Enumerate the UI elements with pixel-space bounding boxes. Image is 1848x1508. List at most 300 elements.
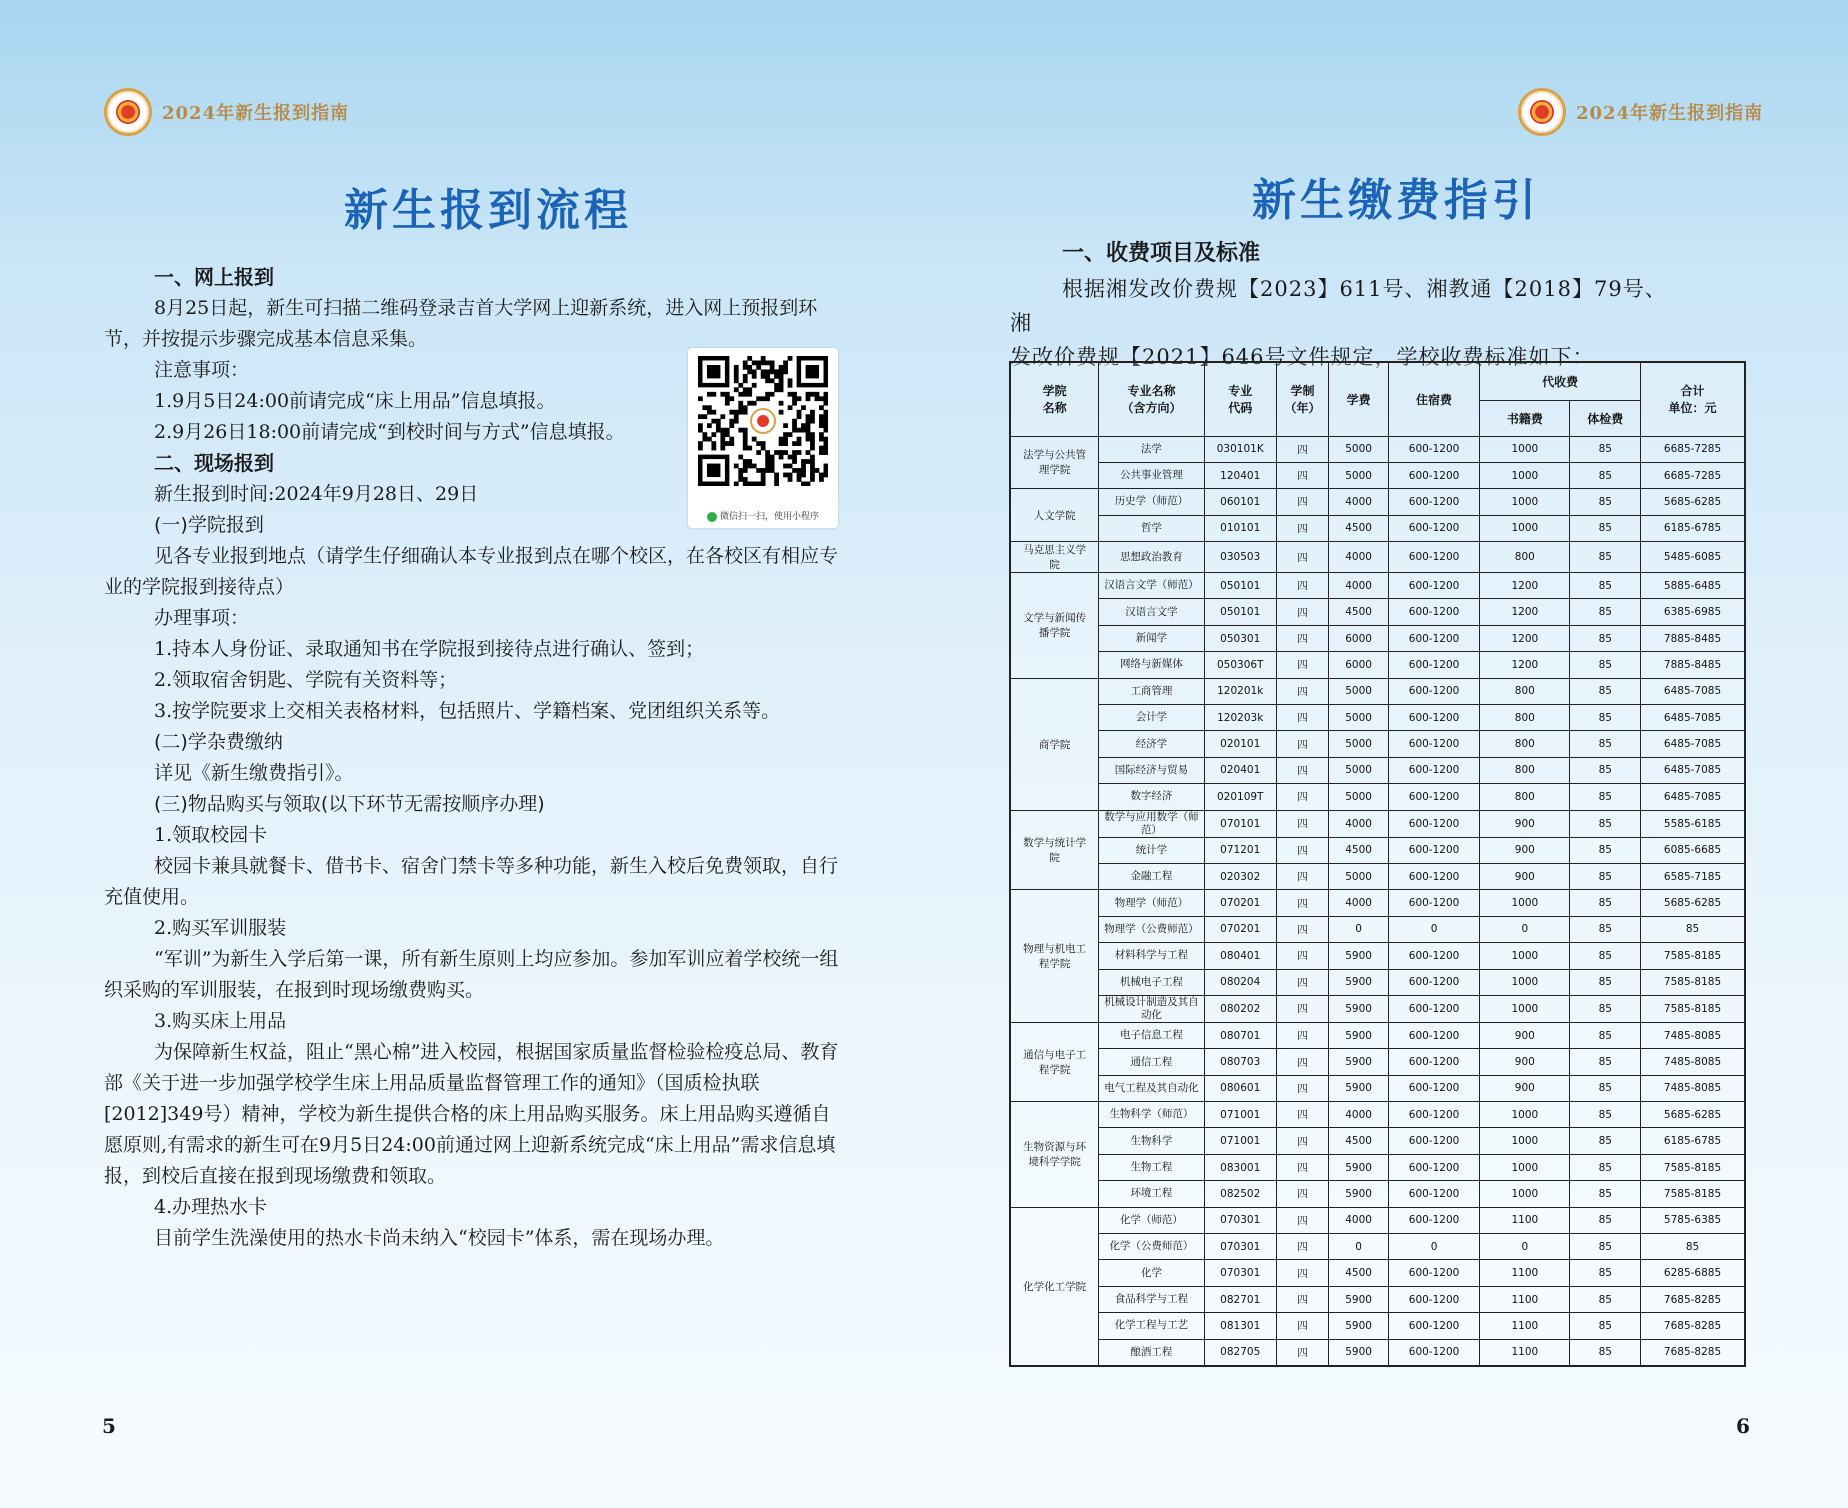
table-row [1010,1128,1745,1154]
table-cell: 050301 [1204,625,1276,651]
table-cell: 060101 [1204,489,1276,515]
page-header [1518,88,1763,136]
table-cell: 900 [1480,1049,1570,1075]
table-cell: 四 [1276,1154,1328,1180]
table-cell: 四 [1276,1128,1328,1154]
header-title: 2024年新生报到指南 [1576,103,1764,124]
table-cell: 四 [1276,810,1328,837]
qr-code-image [698,356,828,486]
paragraph: 新生报到时间:2024年9月28日、29日 [154,483,479,505]
header-tuition: 学费 [1329,362,1389,436]
table-cell: 5000 [1329,784,1389,810]
table-cell: 通信工程 [1099,1049,1204,1075]
table-cell: 5000 [1329,731,1389,757]
table-cell: 600-1200 [1388,1128,1479,1154]
table-cell: 600-1200 [1388,1022,1479,1048]
table-cell: 工商管理 [1099,678,1204,704]
table-cell: 800 [1480,705,1570,731]
table-cell: 数字经济 [1099,784,1204,810]
table-cell: 四 [1276,1022,1328,1048]
table-cell: 1000 [1480,1181,1570,1207]
table-cell: 生物科学 [1099,1128,1204,1154]
table-cell: 7485-8085 [1641,1075,1745,1101]
table-cell: 7685-8285 [1641,1339,1745,1365]
table-row [1010,625,1745,651]
table-row [1010,1234,1745,1260]
table-cell: 1000 [1480,943,1570,969]
table-cell: 0 [1480,916,1570,942]
table-cell: 900 [1480,1075,1570,1101]
table-row [1010,599,1745,625]
table-cell: 85 [1570,436,1641,462]
table-cell: 四 [1276,1313,1328,1339]
table-cell: 电气工程及其自动化 [1099,1075,1204,1101]
table-cell: 600-1200 [1388,705,1479,731]
table-row [1010,863,1745,889]
table-cell: 070201 [1204,916,1276,942]
table-row [1010,837,1745,863]
table-cell: 85 [1570,1181,1641,1207]
table-cell: 5000 [1329,436,1389,462]
university-logo [1518,88,1566,136]
college-cell: 化学化工学院 [1010,1207,1099,1365]
header-dorm: 住宿费 [1388,362,1479,436]
table-cell: 5000 [1329,678,1389,704]
table-row [1010,916,1745,942]
table-cell: 070301 [1204,1260,1276,1286]
table-cell: 数学与应用数学（师范） [1099,810,1204,837]
table-cell: 1100 [1480,1207,1570,1233]
table-cell: 600-1200 [1388,1102,1479,1128]
table-cell: 85 [1570,784,1641,810]
table-cell: 600-1200 [1388,837,1479,863]
table-cell: 020101 [1204,731,1276,757]
table-cell: 082705 [1204,1339,1276,1365]
table-cell: 85 [1570,652,1641,678]
table-cell: 7885-8485 [1641,625,1745,651]
table-cell: 071001 [1204,1128,1276,1154]
table-cell: 600-1200 [1388,1075,1479,1101]
table-cell: 600-1200 [1388,943,1479,969]
table-row [1010,1207,1745,1233]
table-cell: 7485-8085 [1641,1022,1745,1048]
table-cell: 900 [1480,810,1570,837]
table-cell: 85 [1570,890,1641,916]
table-cell: 5900 [1329,1075,1389,1101]
table-cell: 5785-6385 [1641,1207,1745,1233]
table-cell: 化学（公费师范） [1099,1234,1204,1260]
table-row [1010,890,1745,916]
subsection-heading: (三)物品购买与领取(以下环节无需按顺序办理) [154,793,545,815]
table-cell: 物理学（公费师范） [1099,916,1204,942]
table-cell: 6585-7185 [1641,863,1745,889]
table-cell: 5000 [1329,462,1389,488]
college-cell: 法学与公共管理学院 [1010,436,1099,489]
intro-line: 发改价费规【2021】646号文件规定，学校收费标准如下： [1010,345,1595,369]
table-cell: 600-1200 [1388,810,1479,837]
table-cell: 85 [1570,462,1641,488]
table-cell: 6485-7085 [1641,731,1745,757]
table-cell: 四 [1276,837,1328,863]
table-cell: 5900 [1329,995,1389,1022]
table-cell: 600-1200 [1388,1260,1479,1286]
table-cell: 5900 [1329,1022,1389,1048]
table-cell: 1000 [1480,1154,1570,1180]
table-cell: 1100 [1480,1286,1570,1312]
table-cell: 四 [1276,1049,1328,1075]
table-cell: 6285-6885 [1641,1260,1745,1286]
fee-table [1009,361,1746,1367]
table-cell: 080601 [1204,1075,1276,1101]
table-cell: 四 [1276,969,1328,995]
table-row [1010,1049,1745,1075]
table-cell: 5000 [1329,863,1389,889]
table-cell: 600-1200 [1388,784,1479,810]
table-cell: 经济学 [1099,731,1204,757]
table-cell: 7585-8185 [1641,969,1745,995]
table-cell: 85 [1570,705,1641,731]
table-cell: 1000 [1480,462,1570,488]
table-cell: 070301 [1204,1207,1276,1233]
table-cell: 85 [1570,1102,1641,1128]
table-cell: 4500 [1329,599,1389,625]
paragraph: 目前学生洗澡使用的热水卡尚未纳入“校园卡”体系，需在现场办理。 [154,1227,725,1249]
table-cell: 071201 [1204,837,1276,863]
table-cell: 120203k [1204,705,1276,731]
table-cell: 国际经济与贸易 [1099,757,1204,783]
table-cell: 四 [1276,1234,1328,1260]
college-cell: 生物资源与环境科学学院 [1010,1102,1099,1208]
table-cell: 1200 [1480,652,1570,678]
table-cell: 800 [1480,731,1570,757]
page-number: 6 [1736,1414,1750,1438]
table-row [1010,1260,1745,1286]
intro-line: 根据湘发改价费规【2023】611号、湘教通【2018】79号、湘 [1010,277,1667,335]
table-cell: 5000 [1329,757,1389,783]
table-cell: 四 [1276,462,1328,488]
table-row [1010,436,1745,462]
table-cell: 600-1200 [1388,1286,1479,1312]
table-cell: 四 [1276,1339,1328,1365]
subsection-heading: (一)学院报到 [154,514,264,536]
table-cell: 6485-7085 [1641,784,1745,810]
table-cell: 070201 [1204,890,1276,916]
table-cell: 4000 [1329,573,1389,599]
table-cell: 4500 [1329,1128,1389,1154]
paragraph: 办理事项： [154,607,250,629]
table-cell: 四 [1276,542,1328,573]
header-exam: 体检费 [1570,400,1641,436]
table-cell: 050101 [1204,599,1276,625]
table-cell: 四 [1276,995,1328,1022]
paragraph: 3.按学院要求上交相关表格材料，包括照片、学籍档案、党团组织关系等。 [154,700,781,722]
table-cell: 1000 [1480,1102,1570,1128]
table-cell: 600-1200 [1388,1313,1479,1339]
paragraph: 2.9月26日18:00前请完成“到校时间与方式”信息填报。 [154,421,625,443]
table-row [1010,969,1745,995]
table-cell: 4000 [1329,542,1389,573]
table-cell: 6185-6785 [1641,1128,1745,1154]
table-cell: 85 [1570,1207,1641,1233]
table-cell: 电子信息工程 [1099,1022,1204,1048]
table-cell: 机械电子工程 [1099,969,1204,995]
header-agent: 代收费 [1480,362,1641,400]
table-cell: 050101 [1204,573,1276,599]
table-cell: 070301 [1204,1234,1276,1260]
table-cell: 080401 [1204,943,1276,969]
table-cell: 900 [1480,863,1570,889]
college-cell: 人文学院 [1010,489,1099,542]
table-cell: 85 [1570,1260,1641,1286]
table-cell: 1100 [1480,1339,1570,1365]
table-cell: 6000 [1329,652,1389,678]
paragraph: 1.持本人身份证、录取通知书在学院报到接待点进行确认、签到； [154,638,705,660]
table-cell: 哲学 [1099,515,1204,541]
table-cell: 1200 [1480,573,1570,599]
subsection-heading: (二)学杂费缴纳 [154,731,283,753]
table-cell: 600-1200 [1388,1049,1479,1075]
college-cell: 数学与统计学院 [1010,810,1099,890]
paragraph: 8月25日起，新生可扫描二维码登录吉首大学网上迎新系统，进入网上预报到环节，并按提示步骤完成基本信息采集。 [104,297,818,350]
table-cell: 4000 [1329,489,1389,515]
table-cell: 7585-8185 [1641,943,1745,969]
table-cell: 6385-6985 [1641,599,1745,625]
table-cell: 85 [1570,969,1641,995]
paragraph: 3.购买床上用品 [154,1010,287,1032]
table-cell: 物理学（师范） [1099,890,1204,916]
page-title: 新生缴费指引 [1252,175,1540,226]
college-cell: 商学院 [1010,678,1099,810]
page-number: 5 [102,1414,116,1438]
table-cell: 800 [1480,542,1570,573]
paragraph: 详见《新生缴费指引》。 [154,762,354,784]
table-cell: 85 [1570,810,1641,837]
table-cell: 600-1200 [1388,652,1479,678]
table-cell: 082502 [1204,1181,1276,1207]
table-cell: 85 [1570,599,1641,625]
table-cell: 化学（师范） [1099,1207,1204,1233]
paragraph: “军训”为新生入学后第一课，所有新生原则上均应参加。参加军训应着学校统一组织采购的军训服装，在报到时现场缴费购买。 [104,948,839,1001]
table-cell: 5885-6485 [1641,573,1745,599]
table-cell: 统计学 [1099,837,1204,863]
table-row [1010,462,1745,488]
table-cell: 0 [1388,1234,1479,1260]
table-cell: 600-1200 [1388,731,1479,757]
fee-intro [1010,272,1670,374]
table-cell: 四 [1276,916,1328,942]
table-cell: 85 [1570,943,1641,969]
table-cell: 600-1200 [1388,625,1479,651]
right-page [924,0,1848,1508]
table-cell: 600-1200 [1388,1154,1479,1180]
table-cell: 5900 [1329,943,1389,969]
table-cell: 5900 [1329,1339,1389,1365]
table-cell: 四 [1276,943,1328,969]
table-row [1010,542,1745,573]
table-cell: 85 [1570,1339,1641,1365]
paragraph: 注意事项： [154,359,250,381]
table-cell: 600-1200 [1388,678,1479,704]
table-cell: 900 [1480,1022,1570,1048]
table-cell: 600-1200 [1388,515,1479,541]
wechat-icon [707,512,717,522]
table-cell: 083001 [1204,1154,1276,1180]
table-cell: 1100 [1480,1313,1570,1339]
table-cell: 600-1200 [1388,890,1479,916]
table-cell: 1000 [1480,1128,1570,1154]
page-title: 新生报到流程 [344,185,632,236]
table-cell: 0 [1329,1234,1389,1260]
table-cell: 0 [1329,916,1389,942]
table-cell: 1000 [1480,436,1570,462]
table-cell: 7485-8085 [1641,1049,1745,1075]
table-cell: 85 [1570,1154,1641,1180]
paragraph: 4.办理热水卡 [154,1196,268,1218]
table-cell: 四 [1276,625,1328,651]
table-cell: 5485-6085 [1641,542,1745,573]
table-cell: 网络与新媒体 [1099,652,1204,678]
table-cell: 四 [1276,784,1328,810]
table-cell: 5585-6185 [1641,810,1745,837]
header-title: 2024年新生报到指南 [162,103,350,124]
table-cell: 新闻学 [1099,625,1204,651]
table-cell: 6685-7285 [1641,436,1745,462]
table-cell: 1200 [1480,625,1570,651]
table-cell: 0 [1480,1234,1570,1260]
table-cell: 思想政治教育 [1099,542,1204,573]
table-cell: 5685-6285 [1641,489,1745,515]
table-cell: 030503 [1204,542,1276,573]
table-cell: 6000 [1329,625,1389,651]
table-cell: 四 [1276,1207,1328,1233]
table-cell: 85 [1570,916,1641,942]
header-major: 专业名称 （含方向） [1099,362,1204,436]
table-cell: 071001 [1204,1102,1276,1128]
table-cell: 四 [1276,1075,1328,1101]
paragraph: 2.领取宿舍钥匙、学院有关资料等； [154,669,458,691]
table-cell: 600-1200 [1388,863,1479,889]
paragraph: 为保障新生权益，阻止“黑心棉”进入校园，根据国家质量监督检验检疫总局、教育部《关于进一步加强学校学生床上用品质量监督管理工作的通知》（国质检执联[2012]349号）精神，学校为新生提供合格的床上用品购买服务。床上用品购买遵循自愿原则,有需求的新生可在9月5日24:00前通过网上迎新系统完成“床上用品”需求信息填报，到校后直接在报到现场缴费和领取。 [104,1041,839,1187]
table-cell: 4500 [1329,515,1389,541]
table-cell: 85 [1570,515,1641,541]
college-cell: 物理与机电工程学院 [1010,890,1099,1023]
table-cell: 5900 [1329,1313,1389,1339]
table-cell: 4000 [1329,1207,1389,1233]
table-cell: 0 [1388,916,1479,942]
section-heading: 二、现场报到 [154,451,274,475]
table-row [1010,1102,1745,1128]
table-cell: 7685-8285 [1641,1286,1745,1312]
table-cell: 5000 [1329,705,1389,731]
table-cell: 4500 [1329,837,1389,863]
table-row [1010,995,1745,1022]
table-cell: 5900 [1329,1154,1389,1180]
table-cell: 85 [1570,1286,1641,1312]
table-row [1010,757,1745,783]
table-cell: 公共事业管理 [1099,462,1204,488]
table-cell: 四 [1276,1260,1328,1286]
table-cell: 800 [1480,757,1570,783]
table-cell: 600-1200 [1388,489,1479,515]
table-cell: 600-1200 [1388,573,1479,599]
table-cell: 5900 [1329,969,1389,995]
table-cell: 四 [1276,652,1328,678]
table-cell: 120201k [1204,678,1276,704]
table-cell: 020302 [1204,863,1276,889]
table-cell: 四 [1276,1286,1328,1312]
table-cell: 600-1200 [1388,995,1479,1022]
table-cell: 5900 [1329,1181,1389,1207]
table-row [1010,652,1745,678]
table-cell: 6485-7085 [1641,678,1745,704]
table-cell: 120401 [1204,462,1276,488]
table-row [1010,784,1745,810]
table-cell: 1000 [1480,489,1570,515]
table-cell: 四 [1276,863,1328,889]
table-cell: 1000 [1480,515,1570,541]
section-heading: 一、网上报到 [154,265,274,289]
table-cell: 1000 [1480,890,1570,916]
header-books: 书籍费 [1480,400,1570,436]
table-cell: 85 [1570,1049,1641,1075]
header-years: 学制 （年） [1276,362,1328,436]
page-header [104,88,349,136]
table-cell: 6185-6785 [1641,515,1745,541]
qr-code[interactable] [688,348,838,528]
table-cell: 030101K [1204,436,1276,462]
table-cell: 600-1200 [1388,542,1479,573]
college-cell: 通信与电子工程学院 [1010,1022,1099,1101]
table-cell: 080703 [1204,1049,1276,1075]
paragraph: 2.购买军训服装 [154,917,287,939]
table-cell: 082701 [1204,1286,1276,1312]
paragraph: 1.领取校园卡 [154,824,268,846]
paragraph: 见各专业报到地点（请学生仔细确认本专业报到点在哪个校区，在各校区有相应专业的学院报到接待点） [104,545,839,598]
table-cell: 7885-8485 [1641,652,1745,678]
table-row [1010,1339,1745,1365]
table-row [1010,1022,1745,1048]
fee-table-body [1010,436,1745,1366]
table-cell: 5685-6285 [1641,890,1745,916]
table-cell: 85 [1570,1234,1641,1260]
table-cell: 汉语言文学（师范） [1099,573,1204,599]
table-cell: 600-1200 [1388,436,1479,462]
qr-caption [688,509,838,522]
table-cell: 081301 [1204,1313,1276,1339]
table-cell: 600-1200 [1388,1339,1479,1365]
table-row [1010,810,1745,837]
paragraph: 1.9月5日24:00前请完成“床上用品”信息填报。 [154,390,556,412]
table-cell: 080202 [1204,995,1276,1022]
table-cell: 食品科学与工程 [1099,1286,1204,1312]
table-cell: 四 [1276,731,1328,757]
table-cell: 化学工程与工艺 [1099,1313,1204,1339]
table-cell: 5900 [1329,1286,1389,1312]
table-cell: 生物科学（师范） [1099,1102,1204,1128]
table-cell: 6485-7085 [1641,757,1745,783]
table-cell: 600-1200 [1388,969,1479,995]
table-row [1010,573,1745,599]
section-heading: 一、收费项目及标准 [1062,240,1261,266]
table-row [1010,1181,1745,1207]
table-cell: 080204 [1204,969,1276,995]
table-cell: 四 [1276,757,1328,783]
table-cell: 85 [1570,731,1641,757]
table-cell: 600-1200 [1388,599,1479,625]
table-cell: 4000 [1329,810,1389,837]
table-row [1010,1075,1745,1101]
table-cell: 7585-8185 [1641,995,1745,1022]
